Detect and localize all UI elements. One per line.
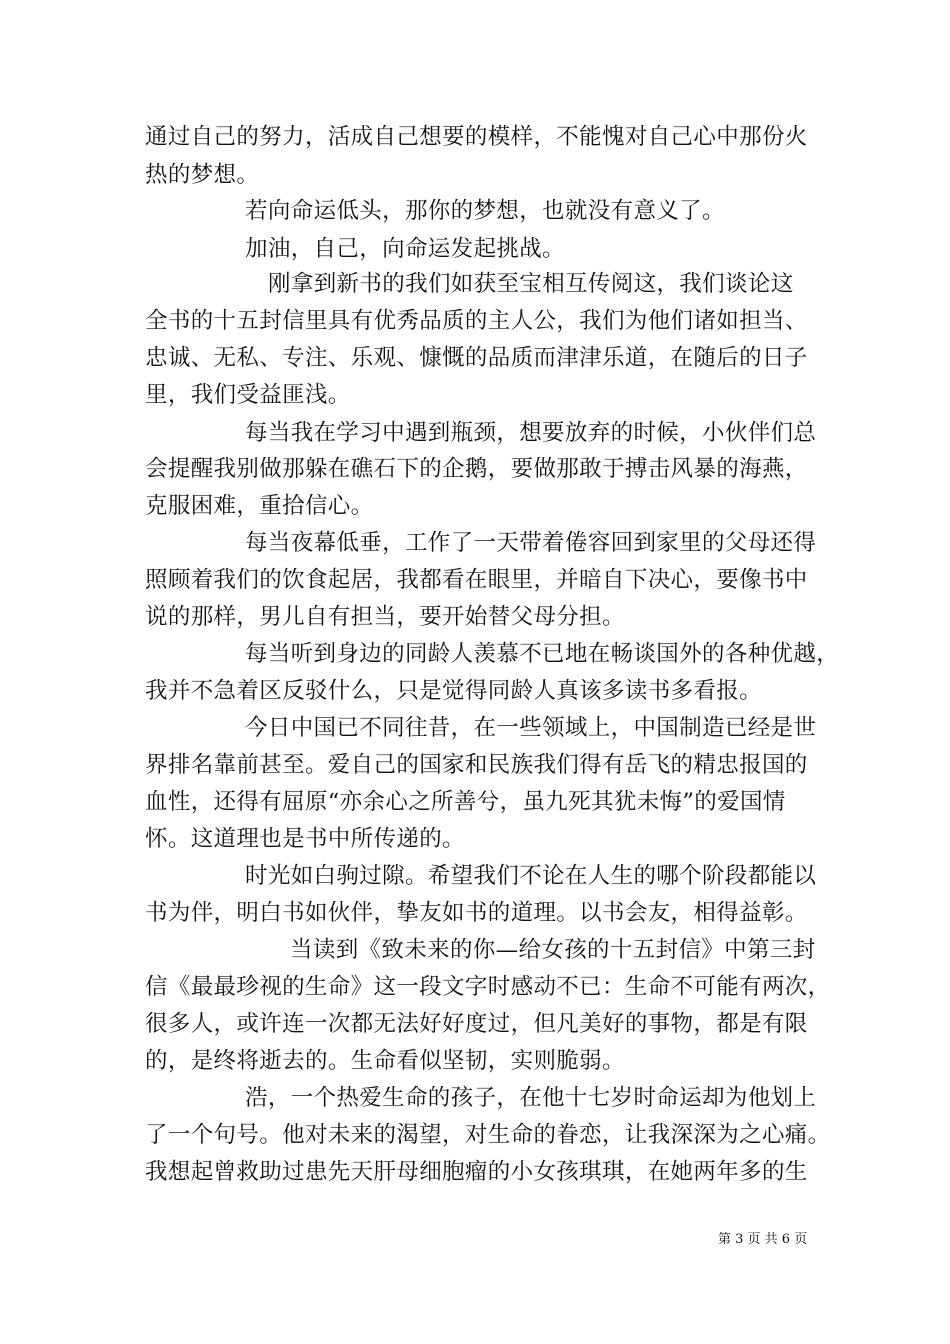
text-line: 加油，自己，向命运发起挑战。 xyxy=(245,236,565,262)
text-line: 界排名靠前甚至。爱自己的国家和民族我们得有岳飞的精忠报国的 xyxy=(145,752,808,778)
text-line: 每当听到身边的同龄人羡慕不已地在畅谈国外的各种优越， xyxy=(245,641,840,667)
text-line: 很多人，或许连一次都无法好好度过，但凡美好的事物，都是有限 xyxy=(145,1011,808,1037)
text-line: 若向命运低头，那你的梦想，也就没有意义了。 xyxy=(245,198,725,224)
text-line: 每当夜幕低垂，工作了一天带着倦容回到家里的父母还得 xyxy=(245,530,817,556)
text-line: 信《最最珍视的生命》这一段文字时感动不已：生命不可能有两次， xyxy=(145,974,831,1000)
text-line: 照顾着我们的饮食起居，我都看在眼里，并暗自下决心，要像书中 xyxy=(145,567,808,593)
text-line: 说的那样，男儿自有担当，要开始替父母分担。 xyxy=(145,604,625,630)
text-line: 怀。这道理也是书中所传递的。 xyxy=(145,826,465,852)
text-line: 书为伴，明白书如伙伴，挚友如书的道理。以书会友，相得益彰。 xyxy=(145,900,808,926)
text-line: 的，是终将逝去的。生命看似坚韧，实则脆弱。 xyxy=(145,1048,625,1074)
text-line: 通过自己的努力，活成自己想要的模样，不能愧对自己心中那份火 xyxy=(145,124,808,150)
text-line: 克服困难，重拾信心。 xyxy=(145,493,374,519)
page-number-footer: 第 3 页 共 6 页 xyxy=(718,1232,808,1247)
text-line: 热的梦想。 xyxy=(145,162,260,188)
text-line: 时光如白驹过隙。希望我们不论在人生的哪个阶段都能以 xyxy=(245,863,817,889)
text-line: 刚拿到新书的我们如获至宝相互传阅这，我们谈论这 xyxy=(268,271,794,297)
text-line: 了一个句号。他对未来的渴望，对生命的眷恋，让我深深为之心痛。 xyxy=(145,1122,831,1148)
text-line: 会提醒我别做那躲在礁石下的企鹅，要做那敢于搏击风暴的海燕， xyxy=(145,456,808,482)
text-line: 浩，一个热爱生命的孩子，在他十七岁时命运却为他划上 xyxy=(245,1085,817,1111)
text-line: 我并不急着区反驳什么，只是觉得同龄人真该多读书多看报。 xyxy=(145,678,762,704)
text-line: 血性，还得有屈原“亦余心之所善兮，虽九死其犹未悔”的爱国情 xyxy=(145,789,786,815)
text-line: 里，我们受益匪浅。 xyxy=(145,382,351,408)
text-line: 忠诚、无私、专注、乐观、慷慨的品质而津津乐道，在随后的日子 xyxy=(145,345,808,371)
text-line: 每当我在学习中遇到瓶颈，想要放弃的时候，小伙伴们总 xyxy=(245,420,817,446)
text-line: 今日中国已不同往昔，在一些领域上，中国制造已经是世 xyxy=(245,715,817,741)
text-line: 我想起曾救助过患先天肝母细胞瘤的小女孩琪琪，在她两年多的生 xyxy=(145,1159,808,1185)
text-line: 当读到《致未来的你—给女孩的十五封信》中第三封 xyxy=(290,937,816,963)
text-line: 全书的十五封信里具有优秀品质的主人公，我们为他们诸如担当、 xyxy=(145,308,808,334)
